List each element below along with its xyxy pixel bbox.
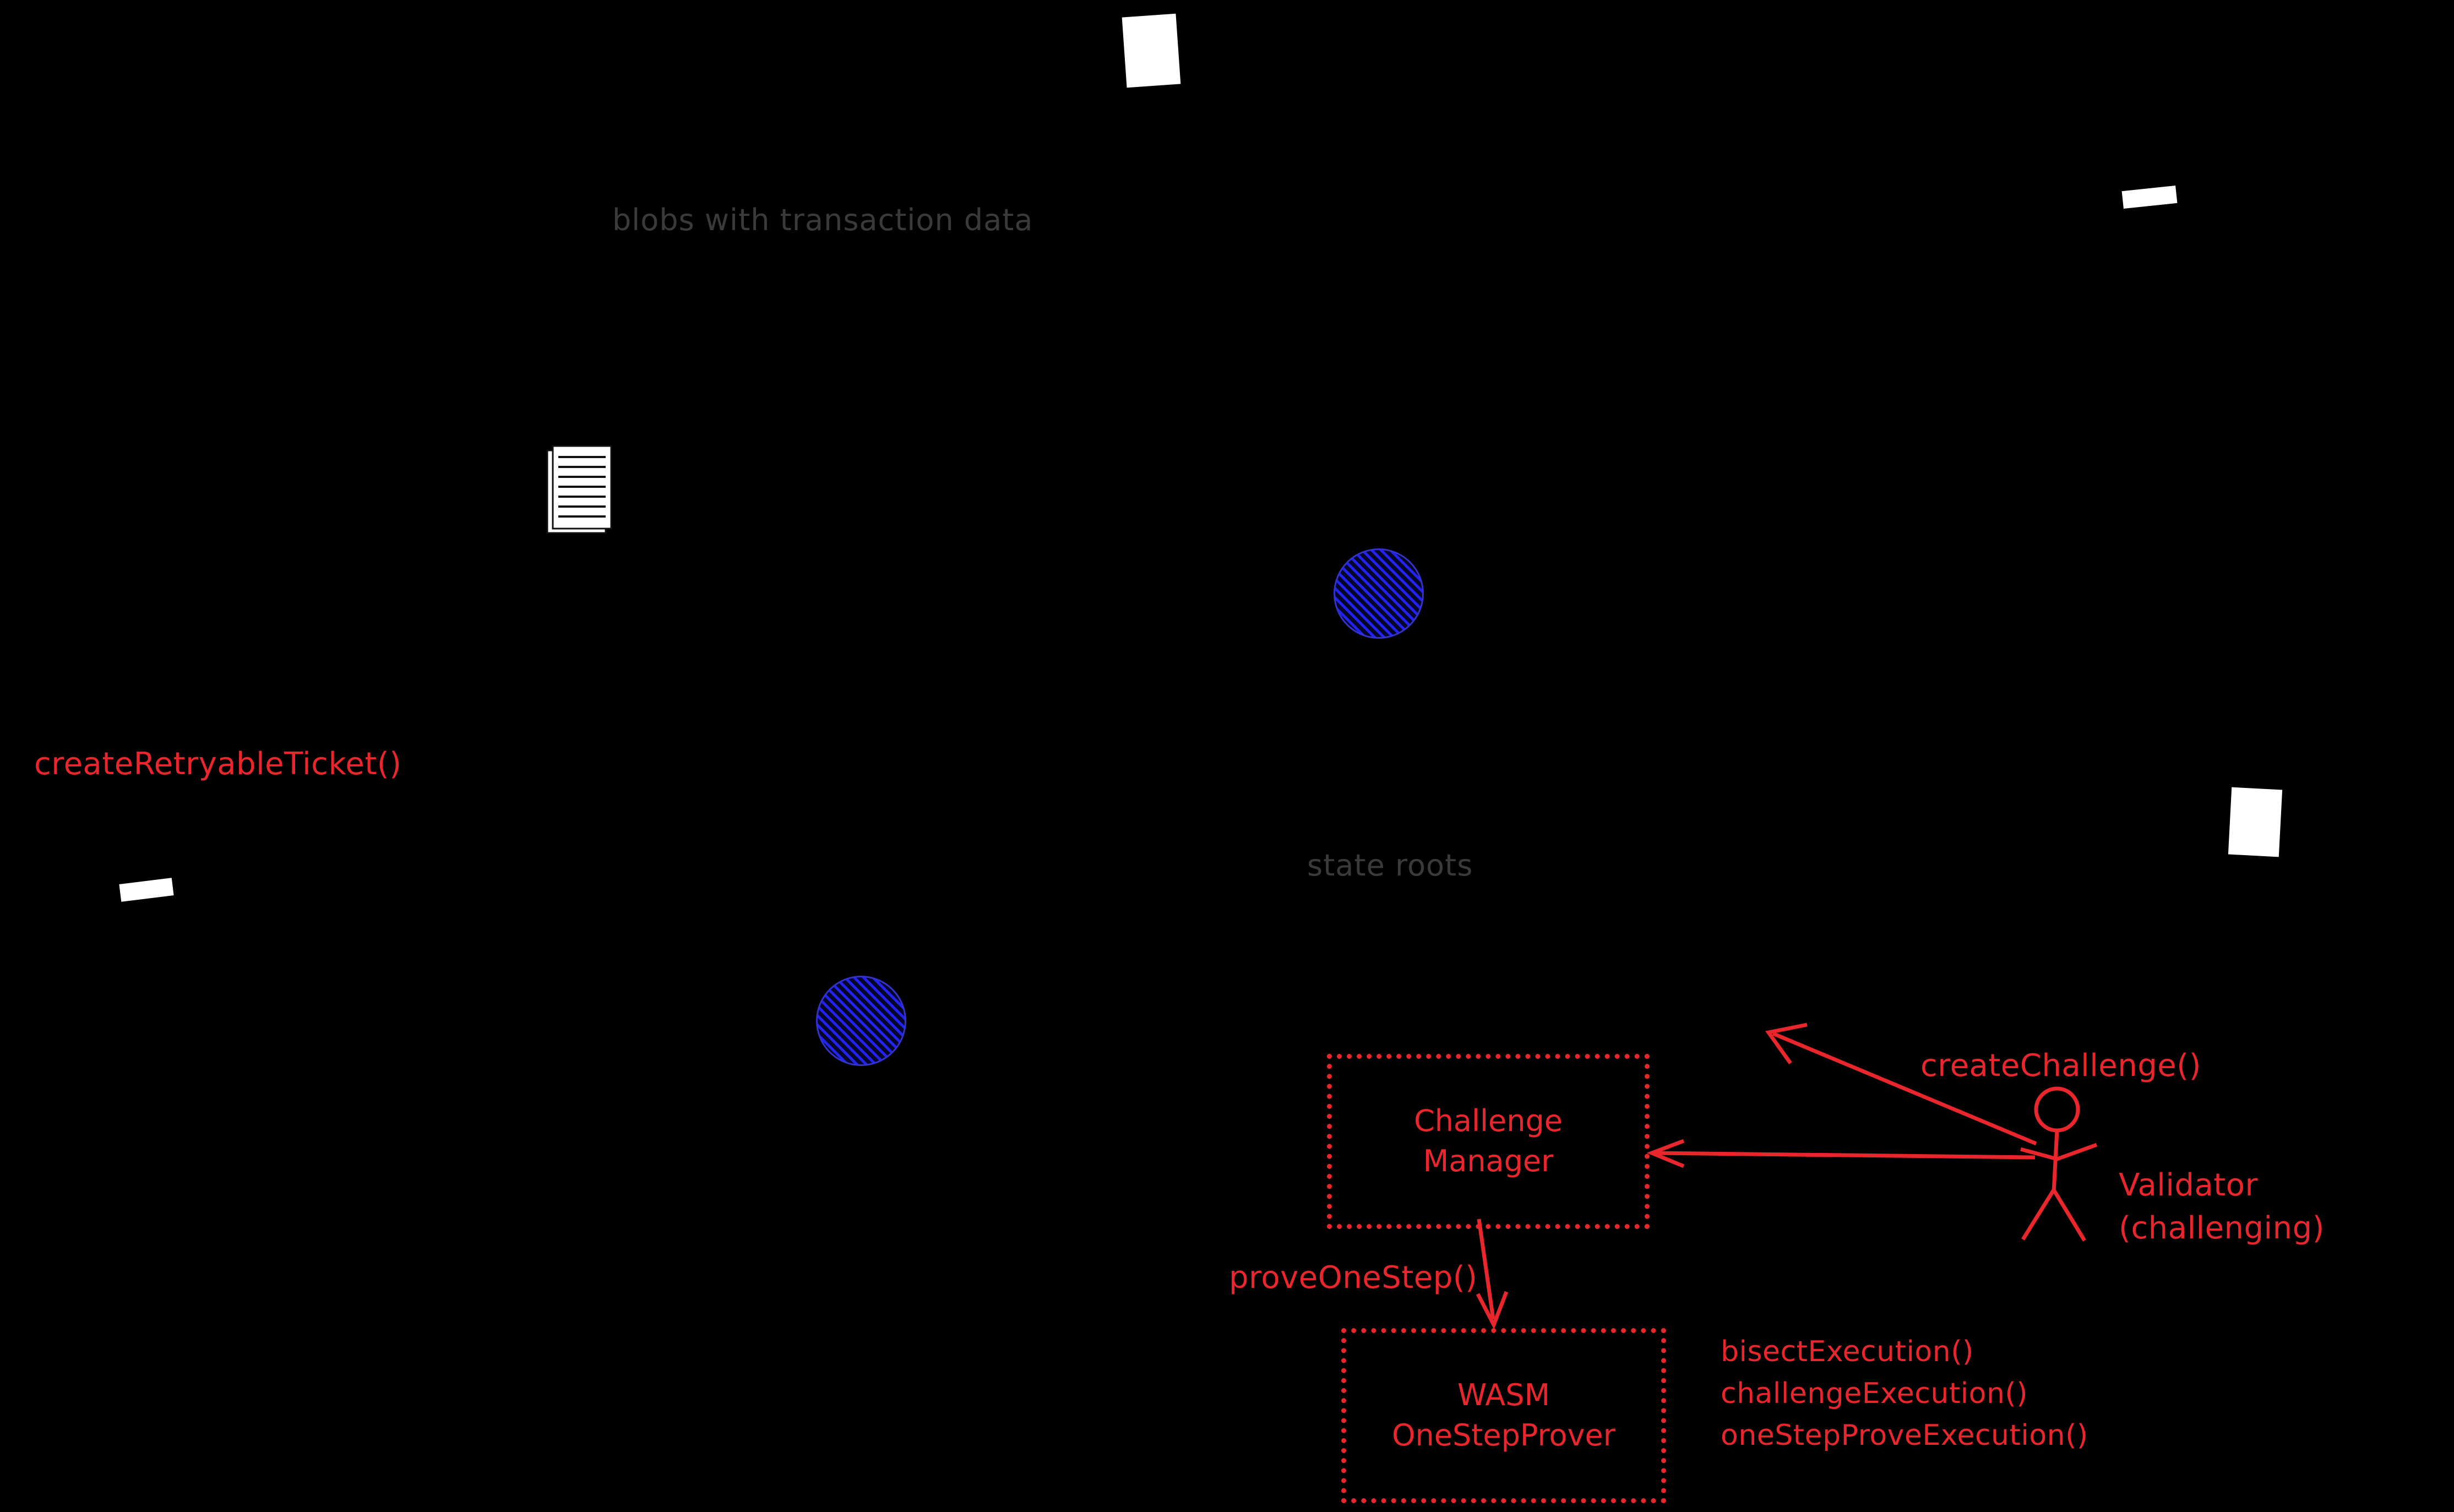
box-wasm-one-step-prover[interactable]	[1341, 1328, 1666, 1503]
label-create-challenge: createChallenge()	[1920, 1048, 2201, 1084]
hatched-circle-icon-upper	[1334, 548, 1424, 639]
challenge-manager-line2: Manager	[1423, 1144, 1554, 1178]
challenge-manager-line1: Challenge	[1414, 1103, 1563, 1139]
paper-fragment-right-top	[2122, 186, 2178, 209]
paper-fragment-top	[1122, 14, 1181, 88]
arrow-challenge-manager-to-wasm	[1459, 1217, 1525, 1332]
method-one-step-prove-execution: oneStepProveExecution()	[1721, 1419, 2088, 1452]
stick-figure-icon	[2004, 1087, 2103, 1253]
label-validator-line2: (challenging)	[2119, 1210, 2325, 1246]
document-stack-icon	[540, 440, 622, 540]
label-create-retryable-ticket: createRetryableTicket()	[34, 746, 402, 782]
label-validator-line1: Validator	[2119, 1167, 2258, 1203]
wasm-prover-line2: OneStepProver	[1392, 1418, 1615, 1453]
box-challenge-manager[interactable]	[1327, 1054, 1650, 1229]
method-list	[1721, 1335, 2088, 1452]
method-challenge-execution: challengeExecution()	[1721, 1377, 2028, 1410]
label-prove-one-step: proveOneStep()	[1229, 1260, 1478, 1296]
method-bisect-execution: bisectExecution()	[1721, 1335, 1974, 1368]
label-state-roots: state roots	[1307, 848, 1473, 883]
paper-fragment-left	[119, 878, 173, 901]
label-blobs-with-transaction-data: blobs with transaction data	[612, 203, 1033, 237]
hatched-circle-icon-lower	[816, 976, 906, 1066]
paper-fragment-right-mid	[2228, 787, 2282, 857]
wasm-prover-line1: WASM	[1457, 1378, 1550, 1413]
